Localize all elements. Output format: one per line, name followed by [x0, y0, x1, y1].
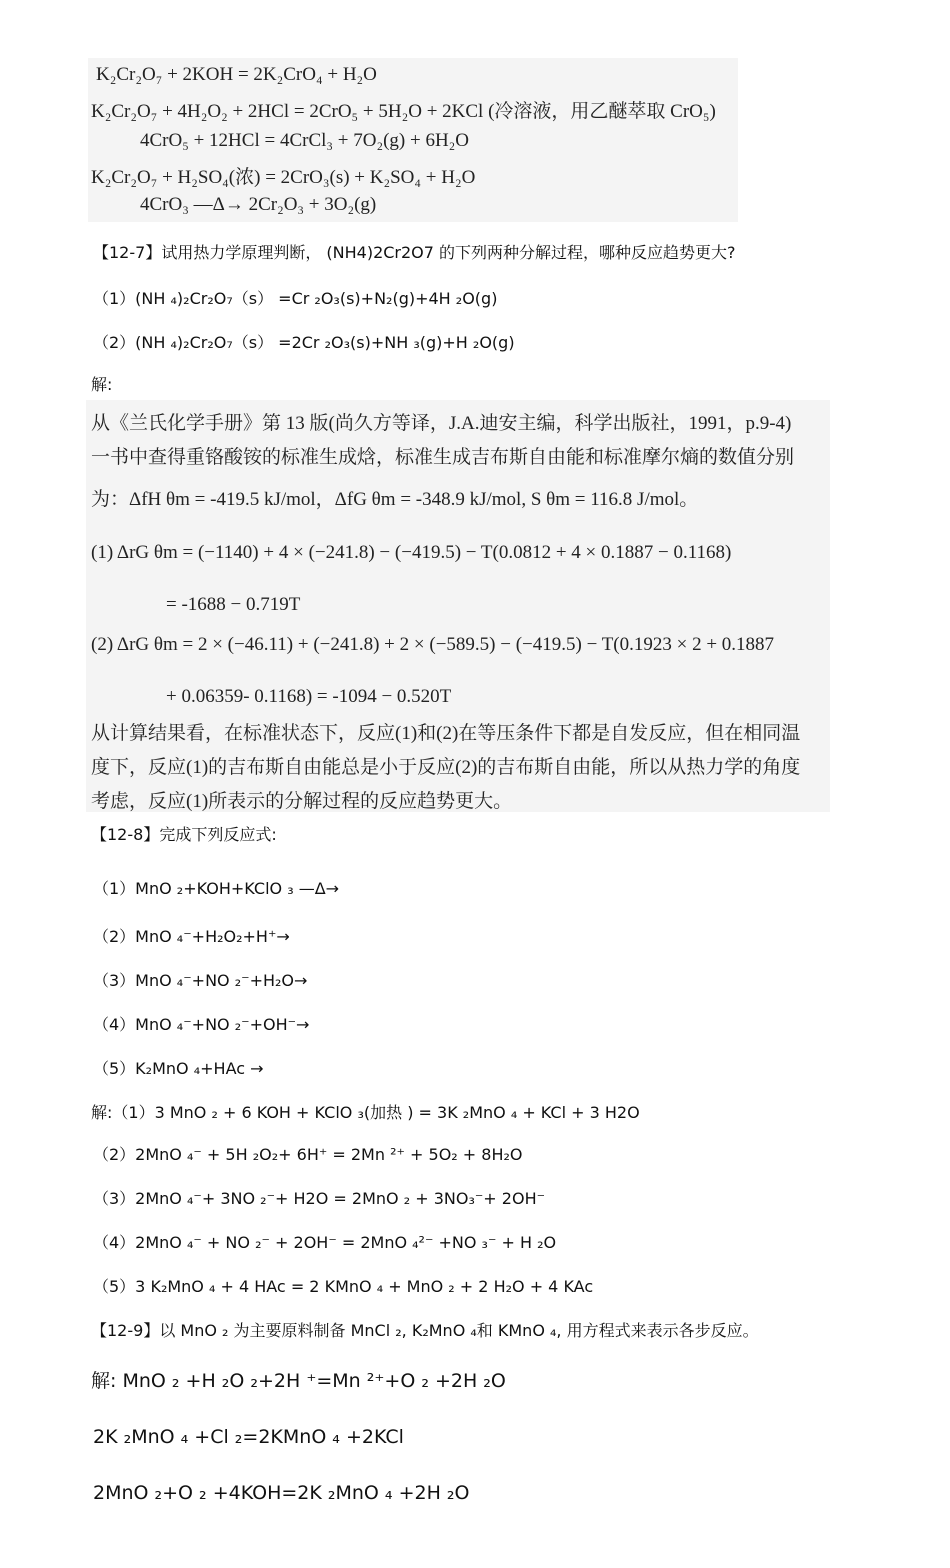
- answer-equation: 2MnO ₂+O ₂ +4KOH=2K ₂MnO ₄ +2H ₂O: [93, 1482, 470, 1504]
- equation-line: K₂Cr₂O₇ + 2KOH = 2K₂CrO₄ + H₂O: [96, 64, 377, 85]
- solution-text-line: 从《兰氏化学手册》第 13 版(尚久方等译，J.A.迪安主编，科学出版社，1991，p.9-4): [91, 413, 792, 434]
- conclusion-line: 考虑，反应(1)所表示的分解过程的反应趋势更大。: [91, 791, 513, 812]
- answer-equation: 2K ₂MnO ₄ +Cl ₂=2KMnO ₄ +2KCl: [93, 1426, 404, 1448]
- calc-line-1: (1) ΔrG θm = (−1140) + 4 × (−241.8) − (−419.5) − T(0.0812 + 4 × 0.1887 − 0.1168): [91, 542, 732, 563]
- conclusion-line: 度下，反应(1)的吉布斯自由能总是小于反应(2)的吉布斯自由能，所以从热力学的角度: [91, 757, 801, 778]
- calc-result-1: = -1688 − 0.719T: [166, 594, 301, 615]
- solution-text-line: 为：ΔfH θm = -419.5 kJ/mol，ΔfG θm = -348.9 kJ/mol, S θm = 116.8 J/mol。: [91, 489, 699, 510]
- calc-line-2: (2) ΔrG θm = 2 × (−46.11) + (−241.8) + 2 × (−589.5) − (−419.5) − T(0.1923 × 2 + 0.1887: [91, 634, 775, 655]
- equation-line: 4CrO₃ —Δ→ 2Cr₂O₃ + 3O₂(g): [140, 194, 377, 215]
- question-item: （4）MnO ₄⁻+NO ₂⁻+OH⁻→: [93, 1015, 310, 1034]
- answer-item: （4）2MnO ₄⁻ + NO ₂⁻ + 2OH⁻ = 2MnO ₄²⁻ +NO ₃⁻ + H ₂O: [93, 1233, 557, 1252]
- solution-label: 解:: [91, 375, 113, 394]
- answer-item: （2）2MnO ₄⁻ + 5H ₂O₂+ 6H⁺ = 2Mn ²⁺ + 5O₂ + 8H₂O: [93, 1145, 523, 1164]
- question-item: （3）MnO ₄⁻+NO ₂⁻+H₂O→: [93, 971, 308, 990]
- question-item: （2）MnO ₄⁻+H₂O₂+H⁺→: [93, 927, 290, 946]
- reaction-1: （1）(NH ₄)₂Cr₂O₇（s） =Cr ₂O₃(s)+N₂(g)+4H ₂O(g): [93, 289, 498, 308]
- calc-result-2: + 0.06359- 0.1168) = -1094 − 0.520T: [166, 686, 452, 707]
- conclusion-line: 从计算结果看，在标准状态下，反应(1)和(2)在等压条件下都是自发反应，但在相同温: [91, 723, 801, 744]
- question-12-9-title: 【12-9】以 MnO ₂ 为主要原料制备 MnCl ₂, K₂MnO ₄和 KMnO ₄, 用方程式来表示各步反应。: [91, 1321, 759, 1340]
- question-item: （5）K₂MnO ₄+HAc →: [93, 1059, 264, 1078]
- solution-text-line: 一书中查得重铬酸铵的标准生成焓，标准生成吉布斯自由能和标准摩尔熵的数值分别: [91, 447, 795, 468]
- answer-item: （3）2MnO ₄⁻+ 3NO ₂⁻+ H2O = 2MnO ₂ + 3NO₃⁻+ 2OH⁻: [93, 1189, 546, 1208]
- question-item: （1）MnO ₂+KOH+KClO ₃ —Δ→: [93, 879, 340, 898]
- answer-equation: 解: MnO ₂ +H ₂O ₂+2H ⁺=Mn ²⁺+O ₂ +2H ₂O: [91, 1370, 506, 1392]
- equation-line: K₂Cr₂O₇ + H₂SO₄(浓) = 2CrO₃(s) + K₂SO₄ + H₂O: [91, 167, 476, 188]
- answer-item: （5）3 K₂MnO ₄ + 4 HAc = 2 KMnO ₄ + MnO ₂ + 2 H₂O + 4 KAc: [93, 1277, 594, 1296]
- question-12-8-title: 【12-8】完成下列反应式:: [91, 825, 277, 844]
- equation-line: K₂Cr₂O₇ + 4H₂O₂ + 2HCl = 2CrO₅ + 5H₂O + 2KCl (冷溶液，用乙醚萃取 CrO₅): [91, 101, 716, 122]
- answer-item: 解:（1）3 MnO ₂ + 6 KOH + KClO ₃(加热 ) = 3K ₂MnO ₄ + KCl + 3 H2O: [91, 1103, 640, 1122]
- equation-line: 4CrO₅ + 12HCl = 4CrCl₃ + 7O₂(g) + 6H₂O: [140, 130, 470, 151]
- question-12-7-title: 【12-7】试用热力学原理判断， (NH4)2Cr2O7 的下列两种分解过程，哪种反应趋势更大?: [93, 243, 736, 262]
- reaction-2: （2）(NH ₄)₂Cr₂O₇（s） =2Cr ₂O₃(s)+NH ₃(g)+H ₂O(g): [93, 333, 515, 352]
